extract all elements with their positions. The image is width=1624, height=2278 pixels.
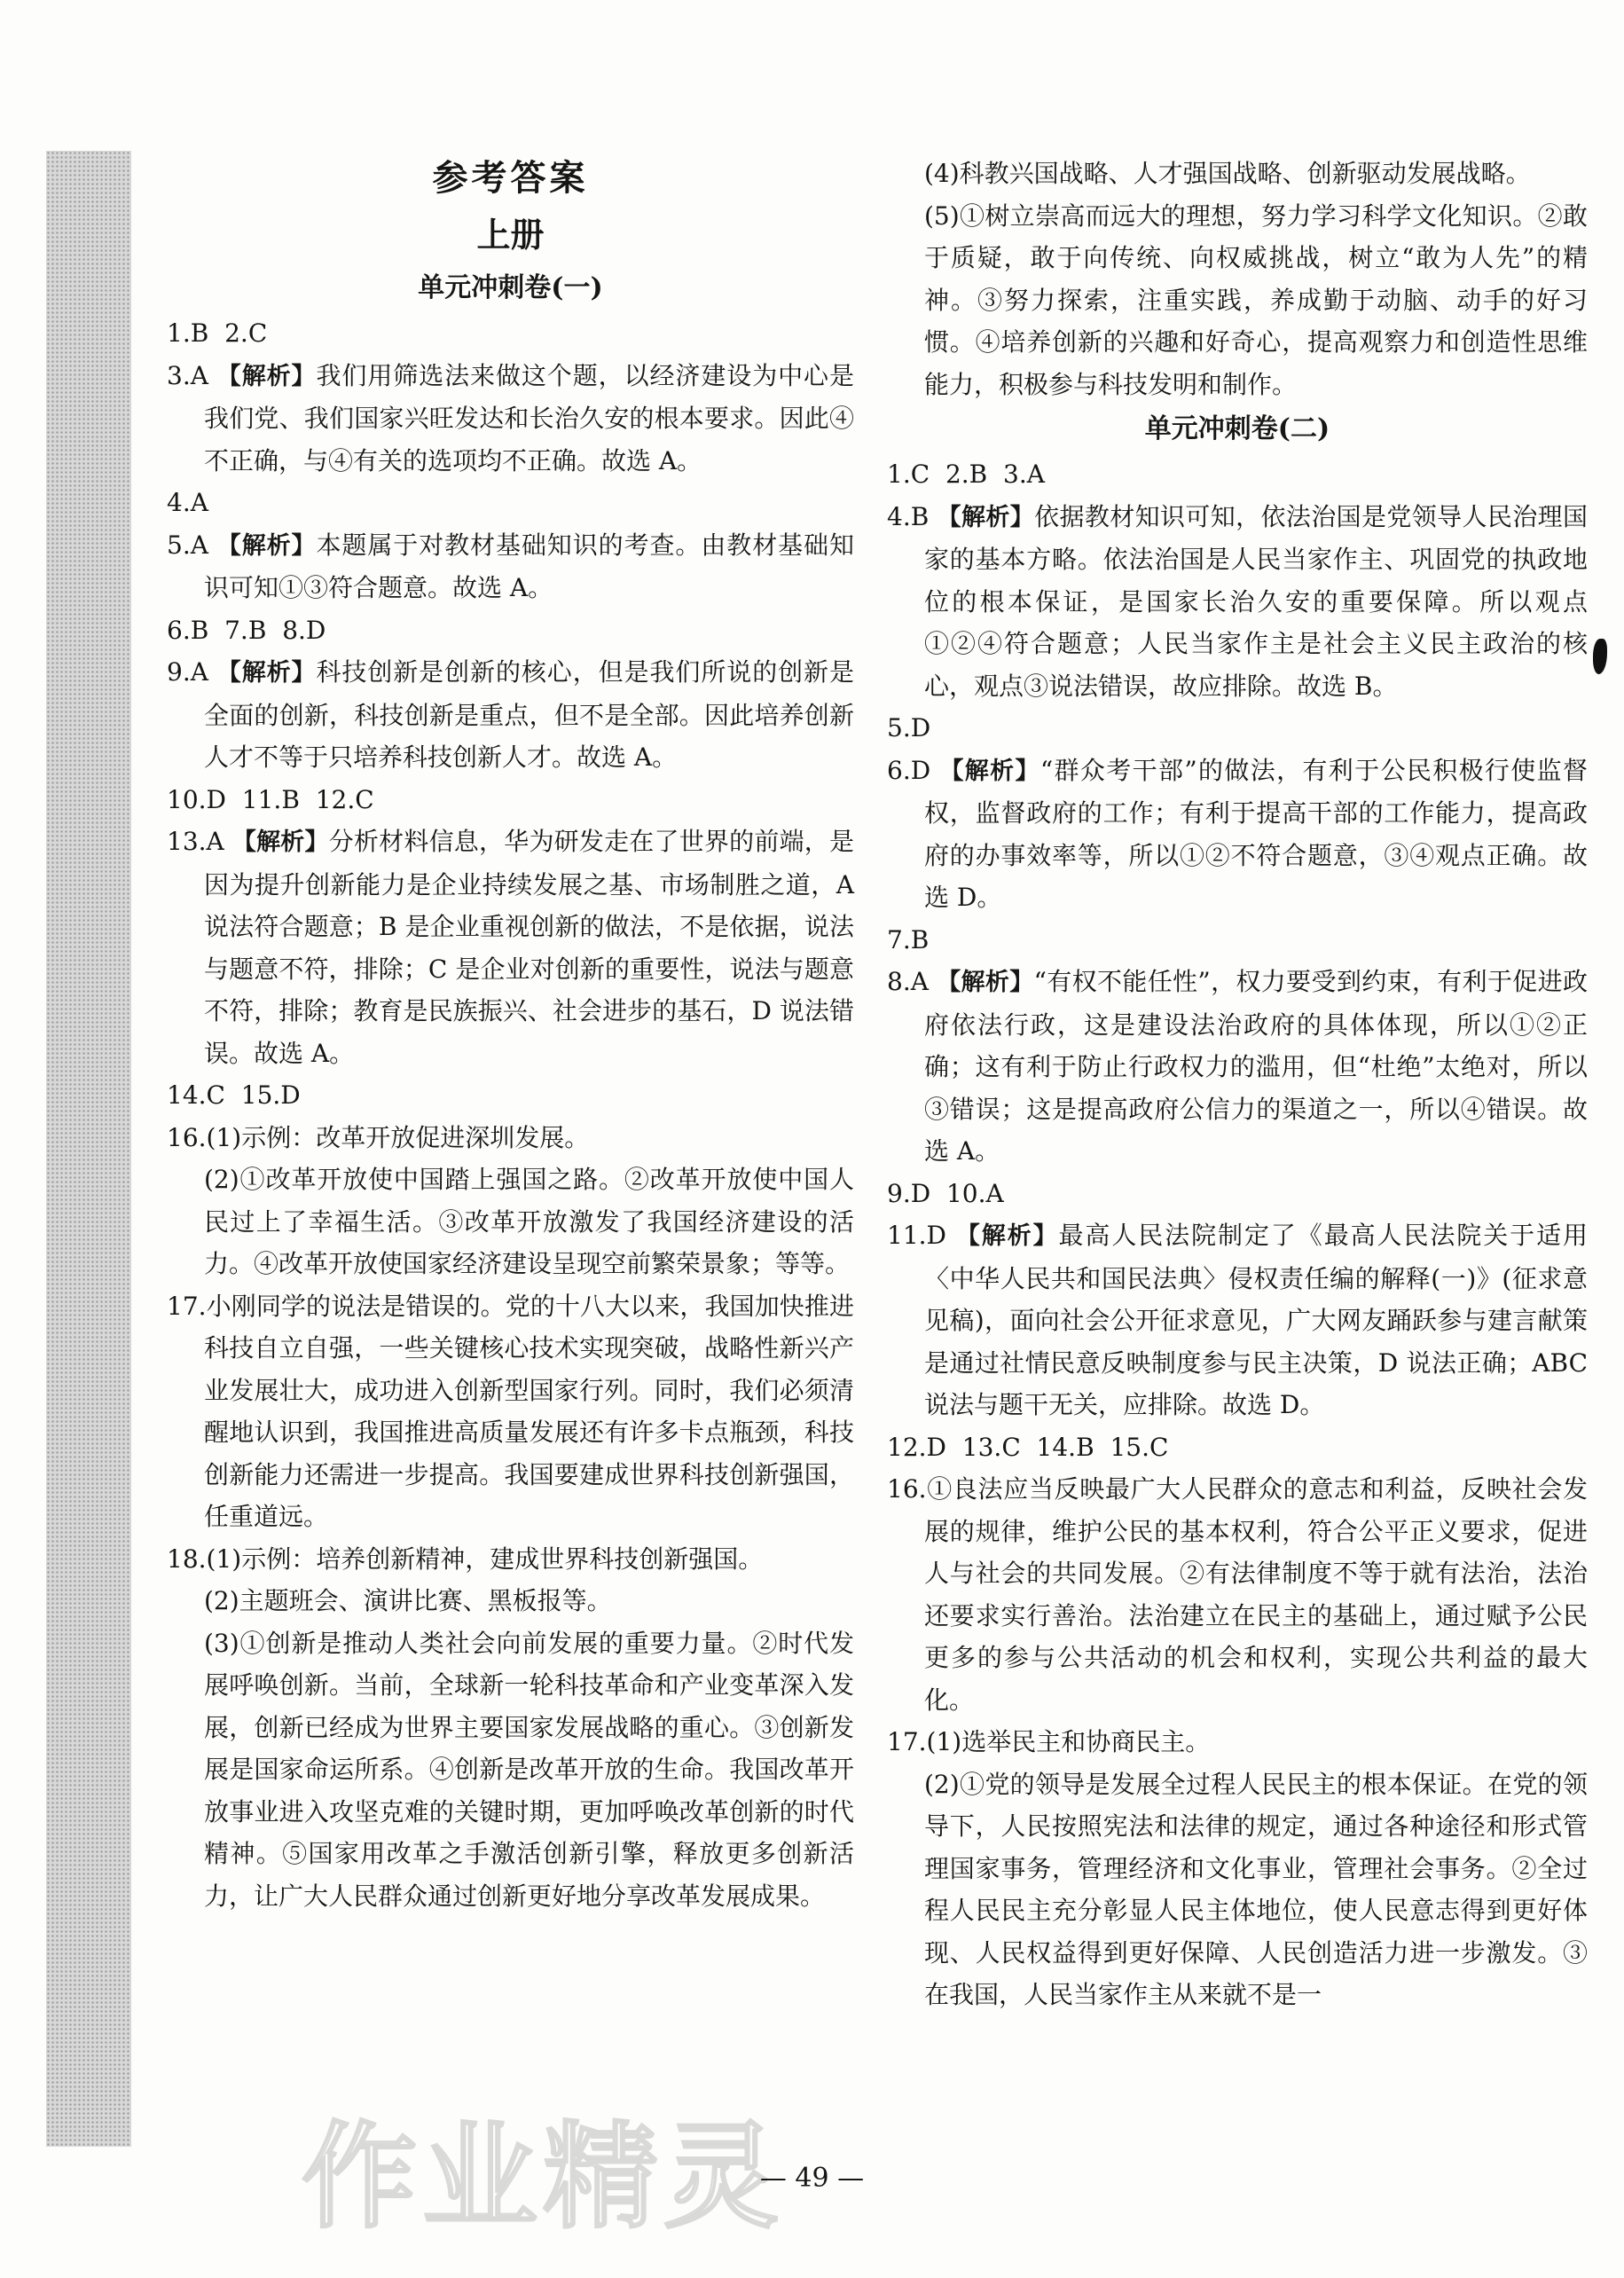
answer-text: 小刚同学的说法是错误的。党的十八大以来，我国加快推进科技自立自强，一些关键核心技术实现突破，战略性新兴产业发展壮大，成功进入创新型国家行列。同时，我们必须清醒地认识到，我国推进高质量发展还有许多卡点瓶颈，科技创新能力还需进一步提高。我国要建成世界科技创新强国，任重道远。: [204, 1291, 854, 1531]
answer-number: 17.: [887, 1727, 927, 1756]
answer-number: 5.A: [167, 530, 208, 560]
answer-number: 7.B: [887, 924, 930, 954]
answer-list-1: [167, 312, 862, 1159]
answer-number: 11.D: [887, 1221, 946, 1250]
answer-number: 9.A: [167, 657, 208, 687]
answer-text: (1)示例：培养创新精神，建成世界科技创新强国。: [206, 1544, 764, 1574]
answer-text: “有权不能任性”，权力要受到约束，有利于促进政府依法行政，这是建设法治政府的具体体现，所以①②正确；这有利于防止行政权力的滥用，但“杜绝”太绝对，所以③错误；这是提高政府公信力的渠道之一，所以④错误。故选 A。: [924, 967, 1589, 1166]
analysis-tag: 【解析】: [939, 757, 1040, 785]
answer-item: [167, 312, 854, 355]
answer-text: 10.A: [930, 1178, 1004, 1208]
watermark-text: 作业精灵: [302, 2109, 785, 2244]
left-column: [167, 151, 862, 1917]
answer-text: 本题属于对教材基础知识的考查。由教材基础知识可知①③符合题意。故选 A。: [204, 530, 854, 602]
answer-text: 依据教材知识可知，依法治国是党领导人民治理国家的基本方略。依法治国是人民当家作主、巩固党的执政地位的根本保证，是国家长治久安的重要保障。所以观点①②④符合题意；人民当家作主是社会主义民主政治的核心，观点③说法错误，故应排除。故选 B。: [924, 501, 1588, 701]
answer-text: “群众考干部”的做法，有利于公民积极行使监督权，监督政府的工作；有利于提高干部的工作能力，提高政府的办事效率等，所以①②不符合题意，③④观点正确。故选 D。: [924, 755, 1589, 912]
volume-heading: 上册: [476, 215, 545, 255]
answer-sub: (2)①党的领导是发展全过程人民民主的根本保证。在党的领导下，人民按照宪法和法律的规定，通过各种途径和形式管理国家事务，管理经济和文化事业，管理社会事务。②全过程人民民主充分彰显人民主体地位，使人民意志得到更好体现、人民权益得到更好保障、人民创造活力进一步激发。③在我国，人民当家作主从来就不是一: [924, 1769, 1588, 2009]
answer-number: 3.A: [167, 360, 208, 390]
answer-text: 科技创新是创新的核心，但是我们所说的创新是全面的创新，科技创新是重点，但不是全部。因此培养创新人才不等于只培养科技创新人才。故选 A。: [204, 657, 854, 772]
analysis-tag: 【解析】: [231, 829, 329, 856]
answer-number: 4.A: [167, 488, 208, 517]
answer-item: [887, 1721, 1588, 1763]
answer-text: (1)示例：改革开放促进深圳发展。: [206, 1122, 590, 1152]
analysis-tag: 【解析】: [216, 531, 317, 560]
answer-sub: (4)科教兴国战略、人才强国战略、创新驱动发展战略。: [924, 159, 1531, 188]
page-number: — 49 —: [759, 2163, 865, 2194]
section-heading-1: 单元冲刺卷(一): [418, 272, 603, 303]
answer-number: 16.: [167, 1122, 207, 1152]
answer-number: 12.D: [887, 1432, 946, 1462]
answer-item: [887, 1426, 1588, 1469]
ink-mark: [1593, 639, 1607, 674]
answer-text: ①良法应当反映最广大人民群众的意志和利益，反映社会发展的规律，维护公民的基本权利，符合公平正义要求，促进人与社会的共同发展。②有法律制度不等于就有法治，法治还要求实行善治。法治建立在民主的基础上，通过赋予公民更多的参与公共活动的机会和权利，实现公共利益的最大化。: [924, 1474, 1588, 1715]
answer-number: 14.C: [167, 1080, 225, 1110]
answer-text: 11.B 12.C: [225, 784, 374, 814]
analysis-tag: 【解析】: [937, 969, 1034, 996]
answer-text: 13.C 14.B 15.C: [945, 1432, 1169, 1462]
answer-item: [167, 524, 854, 609]
answer-number: 8.A: [887, 967, 929, 996]
answer-item: [887, 1173, 1588, 1215]
answer-list-2: [887, 453, 1596, 1763]
analysis-tag: 【解析】: [216, 659, 317, 687]
binding-margin-texture: [46, 151, 131, 2147]
answer-item: [887, 750, 1588, 919]
answer-item: [167, 1074, 854, 1117]
page-title: 参考答案: [432, 157, 589, 199]
answer-text: 分析材料信息，华为研发走在了世界的前端，是因为提升创新能力是企业持续发展之基、市场制胜之道，A 说法符合题意；B 是企业重视创新的做法，不是依据，说法与题意不符，排除；C 是企业对创新的重要性，说法与题意不符，排除；教育是民族振兴、社会进步的基石，D 说法错误。故选 A。: [204, 827, 862, 1068]
answer-item: [167, 779, 854, 821]
analysis-tag: 【解析】: [955, 1222, 1059, 1250]
answer-sub: (2)①改革开放使中国踏上强国之路。②改革开放使中国人民过上了幸福生活。③改革开放激发了我国经济建设的活力。④改革开放使国家经济建设呈现空前繁荣景象；等等。: [204, 1165, 854, 1278]
answer-item: [887, 707, 1588, 750]
answer-number: 5.D: [887, 713, 931, 742]
answer-item: [887, 1214, 1596, 1426]
answer-text: 2.B 3.A: [930, 460, 1045, 489]
answer-number: 6.D: [887, 755, 931, 785]
answer-number: 18.: [167, 1544, 207, 1574]
answer-item: [167, 355, 854, 483]
answer-item: [167, 609, 854, 652]
answer-item: [167, 821, 862, 1074]
analysis-tag: 【解析】: [216, 362, 317, 390]
answer-item: [167, 651, 854, 779]
answer-text: 7.B 8.D: [208, 615, 326, 645]
right-column: [887, 153, 1596, 2016]
answer-number: 17.: [167, 1291, 207, 1321]
analysis-tag: 【解析】: [937, 503, 1035, 531]
answer-text: (1)选举民主和协商民主。: [926, 1727, 1211, 1756]
answer-number: 16.: [887, 1474, 927, 1504]
answer-text: 15.D: [224, 1080, 301, 1110]
answer-number: 10.D: [167, 784, 226, 814]
answer-number: 9.D: [887, 1178, 931, 1208]
answer-sub: (5)①树立崇高而远大的理想，努力学习科学文化知识。②敢于质疑，敢于向传统、向权威挑战，树立“敢为人先”的精神。③努力探索，注重实践，养成勤于动脑、动手的好习惯。④培养创新的兴趣和好奇心，提高观察力和创造性思维能力，积极参与科技发明和制作。: [924, 200, 1588, 399]
answer-sub: (3)①创新是推动人类社会向前发展的重要力量。②时代发展呼唤创新。当前，全球新一轮科技革命和产业变革深入发展，创新已经成为世界主要国家发展战略的重心。③创新发展是国家命运所系。④创新是改革开放的生命。我国改革开放事业进入攻坚克难的关键时期，更加呼唤改革创新的时代精神。⑤国家用改革之手激活创新引擎，释放更多创新活力，让广大人民群众通过创新更好地分享改革发展成果。: [204, 1628, 854, 1911]
answer-number: 1.C: [887, 460, 930, 489]
answer-item: [887, 453, 1588, 496]
answer-number: 13.A: [167, 827, 224, 856]
answer-number: 1.B: [167, 318, 209, 348]
answer-text: 我们用筛选法来做这个题，以经济建设为中心是我们党、我们国家兴旺发达和长治久安的根本要求。因此④不正确，与④有关的选项均不正确。故选 A。: [204, 360, 854, 475]
answer-text: 2.C: [208, 318, 268, 348]
answer-item: [887, 919, 1588, 962]
answer-item: [887, 496, 1588, 708]
answer-item: [167, 1117, 854, 1159]
answer-item: [167, 482, 854, 524]
answer-number: 4.B: [887, 501, 930, 531]
answer-number: 6.B: [167, 615, 209, 645]
answer-item: [167, 1285, 854, 1538]
answer-item: [167, 1538, 854, 1581]
answer-item: [887, 961, 1588, 1173]
answer-sub: (2)主题班会、演讲比赛、黑板报等。: [204, 1586, 612, 1615]
answer-text: 最高人民法院制定了《最高人民法院关于适用〈中华人民共和国民法典〉侵权责任编的解释(一)》(征求意见稿)，面向社会公开征求意见，广大网友踊跃参与建言献策是通过社情民意反映制度参与民主决策，D 说法正确；ABC 说法与题干无关，应排除。故选 D。: [924, 1221, 1596, 1419]
section-heading-2: 单元冲刺卷(二): [1144, 413, 1330, 444]
answer-item: [887, 1468, 1588, 1721]
